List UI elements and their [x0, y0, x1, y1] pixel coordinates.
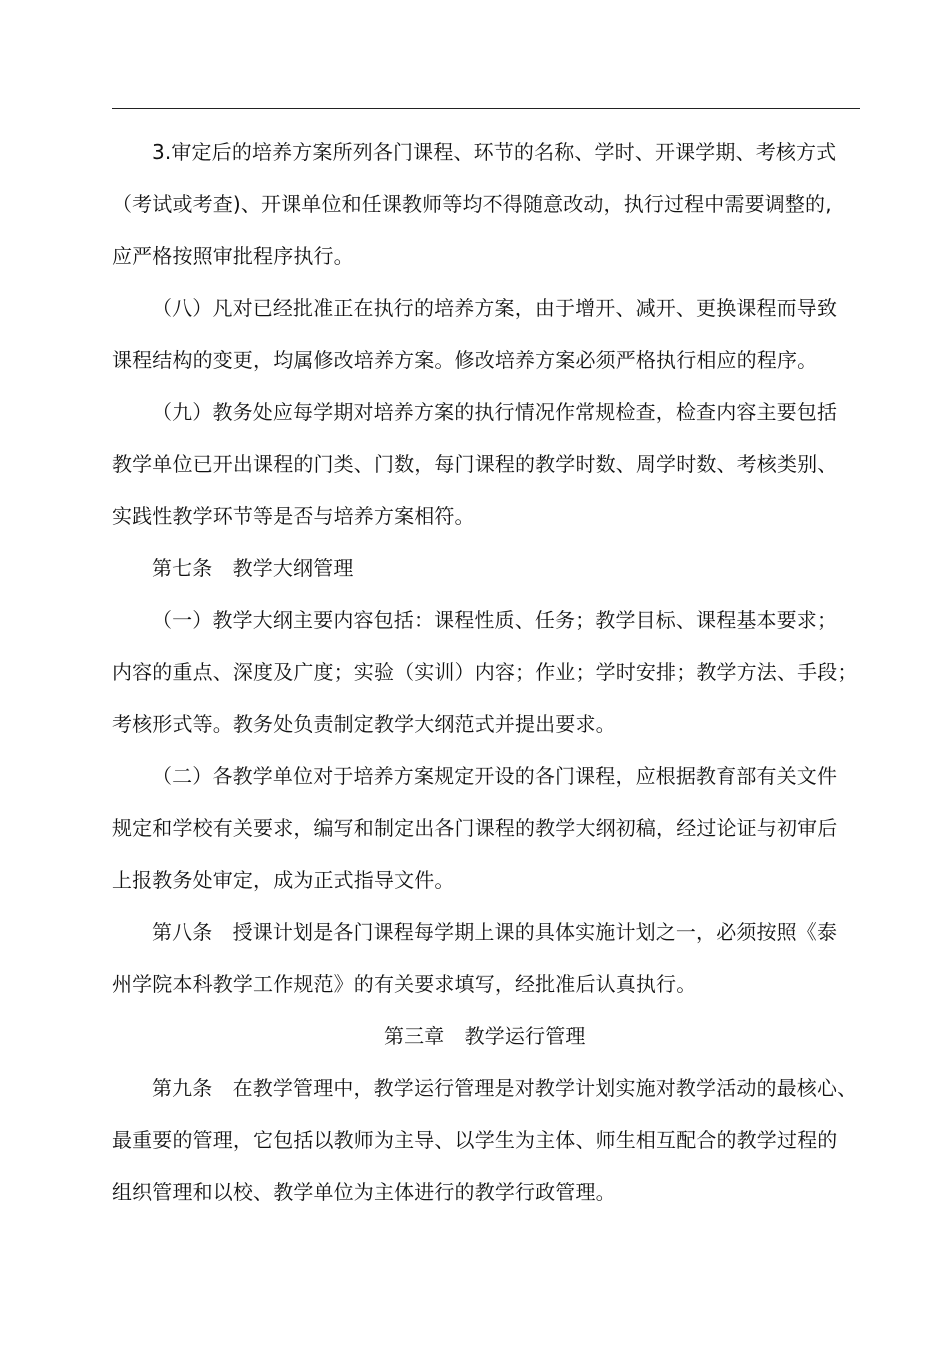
article-9-line-2: 最重要的管理，它包括以教师为主导、以学生为主体、师生相互配合的教学过程的: [112, 1128, 838, 1152]
article-7-heading: 第七条 教学大纲管理: [152, 556, 354, 580]
article-9-line-1: 第九条 在教学管理中，教学运行管理是对教学计划实施对教学活动的最核心、: [152, 1076, 858, 1100]
article-7-item-1-line-1: （一）教学大纲主要内容包括：课程性质、任务；教学目标、课程基本要求；: [152, 608, 838, 632]
article-7-item-2-line-2: 规定和学校有关要求，编写和制定出各门课程的教学大纲初稿，经过论证与初审后: [112, 816, 838, 840]
paragraph-item-3-line-3: 应严格按照审批程序执行。: [112, 244, 354, 268]
article-8-line-1: 第八条 授课计划是各门课程每学期上课的具体实施计划之一，必须按照《泰: [152, 920, 838, 944]
article-7-item-2-line-1: （二）各教学单位对于培养方案规定开设的各门课程，应根据教育部有关文件: [152, 764, 838, 788]
chapter-3-heading: 第三章 教学运行管理: [384, 1024, 586, 1048]
article-7-item-1-line-2: 内容的重点、深度及广度；实验（实训）内容；作业；学时安排；教学方法、手段；: [112, 660, 858, 684]
article-9-line-3: 组织管理和以校、教学单位为主体进行的教学行政管理。: [112, 1180, 616, 1204]
paragraph-8-line-2: 课程结构的变更，均属修改培养方案。修改培养方案必须严格执行相应的程序。: [112, 348, 818, 372]
article-7-item-1-line-3: 考核形式等。教务处负责制定教学大纲范式并提出要求。: [112, 712, 616, 736]
paragraph-8-line-1: （八）凡对已经批准正在执行的培养方案，由于增开、减开、更换课程而导致: [152, 296, 838, 320]
paragraph-item-3-line-1: 3.审定后的培养方案所列各门课程、环节的名称、学时、开课学期、考核方式: [152, 140, 837, 164]
paragraph-9-line-2: 教学单位已开出课程的门类、门数，每门课程的教学时数、周学时数、考核类别、: [112, 452, 838, 476]
paragraph-9-line-1: （九）教务处应每学期对培养方案的执行情况作常规检查，检查内容主要包括: [152, 400, 838, 424]
article-7-item-2-line-3: 上报教务处审定，成为正式指导文件。: [112, 868, 455, 892]
header-rule: [112, 108, 860, 109]
article-8-line-2: 州学院本科教学工作规范》的有关要求填写，经批准后认真执行。: [112, 972, 697, 996]
paragraph-item-3-line-2: （考试或考查)、开课单位和任课教师等均不得随意改动，执行过程中需要调整的,: [112, 192, 832, 216]
paragraph-9-line-3: 实践性教学环节等是否与培养方案相符。: [112, 504, 475, 528]
